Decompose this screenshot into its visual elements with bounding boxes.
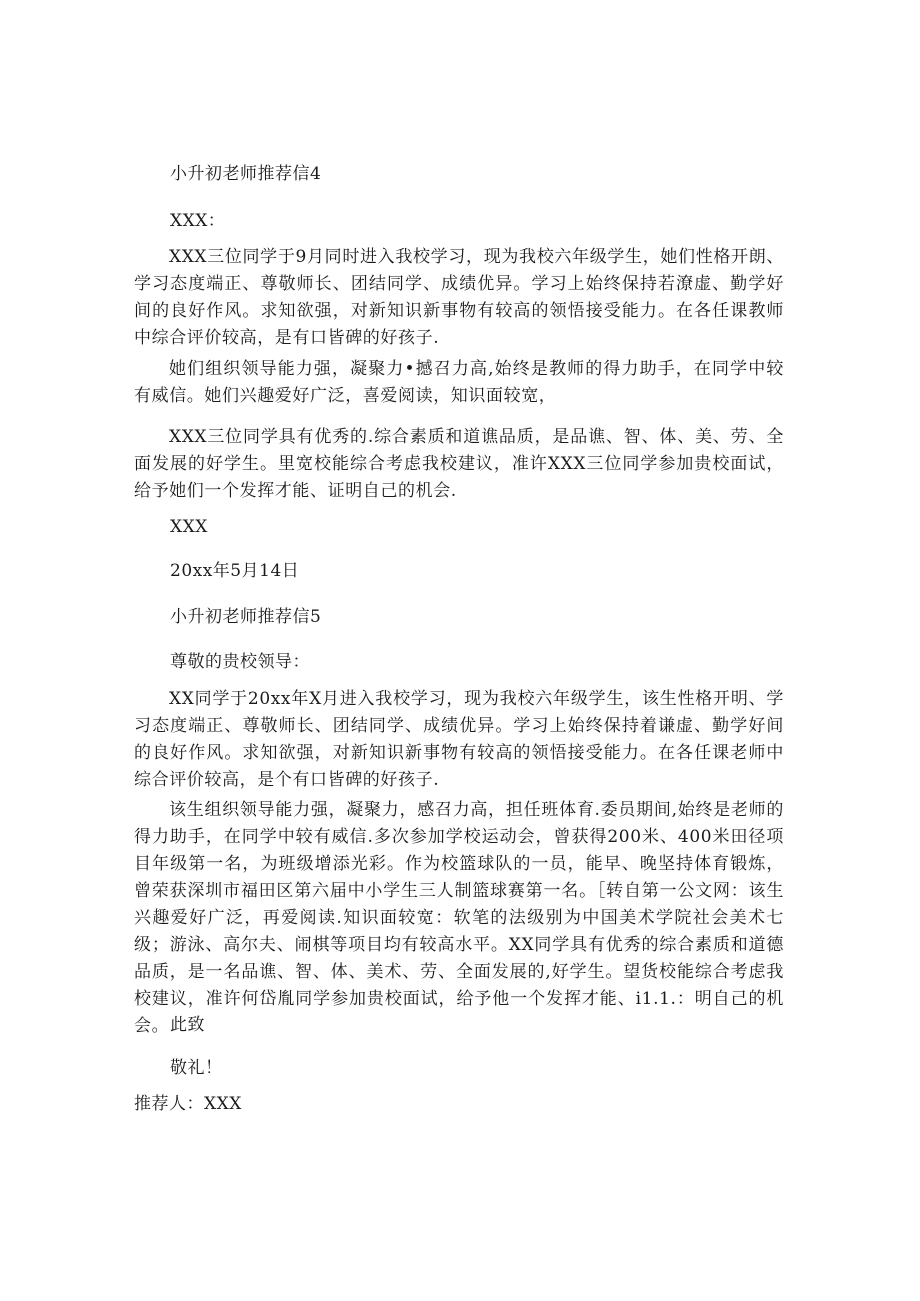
letter4-salutation: XXX：: [170, 211, 226, 231]
letter4-paragraph-1: XXX三位同学于9月同时进入我校学习，现为我校六年级学生，她们性格开朗、学习态度端正、尊敬师长、团结同学、成绩优异。学习上始终保持若潦虚、勤学好间的良好作风。求知欲强，对新知识新事物有较高的领悟接受能力。在各任课教师中综合评价较高，是有口皆碑的好孩子.: [134, 247, 784, 348]
letter5-closing-1: 此致: [170, 1015, 205, 1035]
letter4-date: 20xx年5月14日: [170, 561, 300, 581]
letter5-title: 小升初老师推荐信5: [170, 607, 322, 627]
letter5-closing-2: 敬礼！: [170, 1058, 223, 1078]
letter5-paragraph-1: XX同学于20xx年X月进入我校学习，现为我校六年级学生，该生性格开明、学习态度端正、尊敬师长、团结同学、成绩优异。学习上始终保持着谦虚、勤学好间的良好作风。求知欲强，对新知识新事物有较高的领悟接受能力。在各任课老师中综合评价较高，是个有口皆碑的好孩子.: [134, 689, 784, 790]
letter4-paragraph-3: XXX三位同学具有优秀的.综合素质和道谯品质，是品谯、智、体、美、劳、全面发展的好学生。里宽校能综合考虑我校建议，准许XXX三位同学参加贵校面试，给予她们一个发挥才能、证明自己的机会.: [134, 427, 784, 501]
letter4-title: 小升初老师推荐信4: [170, 164, 322, 184]
letter4-signer: XXX: [170, 517, 208, 537]
letter4-paragraph-2: 她们组织领导能力强，凝聚力•撼召力高,始终是教师的得力助手，在同学中较有威信。她们兴趣爱好广泛，喜爱阅读，知识面较宽，: [134, 359, 784, 406]
letter5-salutation: 尊敬的贵校领导：: [170, 652, 310, 672]
letter5-recommender: 推荐人：XXX: [134, 1094, 242, 1114]
letter5-paragraph-2: 该生组织领导能力强，凝聚力，感召力高，担任班体育.委员期间,始终是老师的得力助手，在同学中较有威信.多次参加学校运动会，曾获得200米、400米田径项目年级第一名，为班级增添光彩。作为校篮球队的一员，能早、晚坚持体育锻炼，曾荣获深圳市福田区第六届中小学生三人制篮球赛第一名。［转自第一公文网：该生兴趣爱好广泛，再爱阅读.知识面较宽：软笔的法级别为中国美术学院社会美术七级；游泳、高尔夫、闹棋等项目均有较高水平。XX同学具有优秀的综合素质和道德品质，是一名品谯、智、体、美术、劳、全面发展的,好学生。望货校能综合考虑我校建议，准许何岱胤同学参加贵校面试，给予他一个发挥才能、i1.1.：明自己的机会。: [134, 800, 784, 1036]
